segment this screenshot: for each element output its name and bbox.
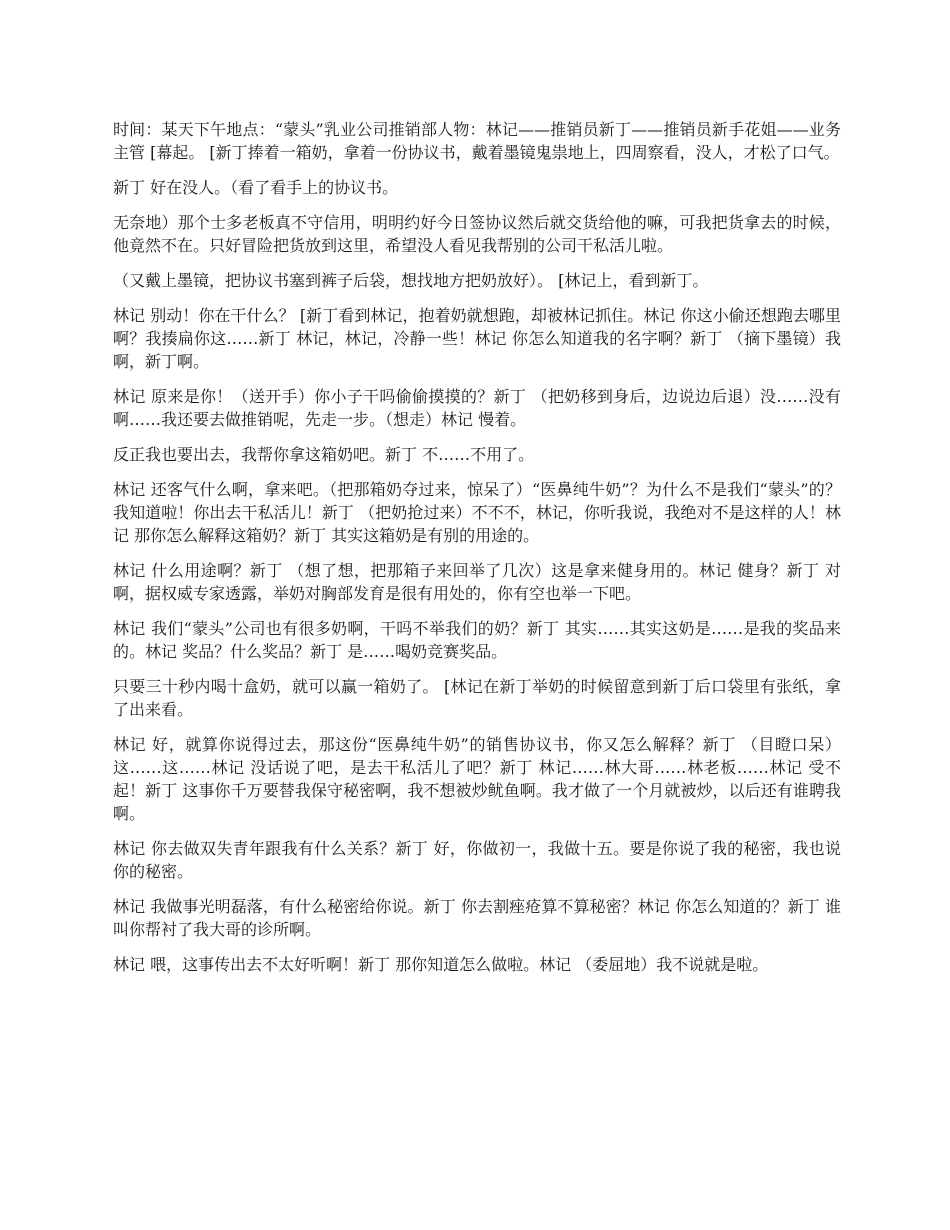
paragraph: 时间：某天下午地点：“蒙头”乳业公司推销部人物：林记——推销员新丁——推销员新手花姐——业务主管 [幕起。 [新丁捧着一箱奶，拿着一份协议书，戴着墨镜鬼祟地上，四周察看，没人，才松了口气。 — [113, 120, 841, 162]
paragraph: 林记 你去做双失青年跟我有什么关系？新丁 好，你做初一，我做十五。要是你说了我的秘密，我也说你的秘密。 — [113, 839, 841, 881]
paragraph: 林记 我们“蒙头”公司也有很多奶啊，干吗不举我们的奶？新丁 其实……其实这奶是……是我的奖品来的。林记 奖品？什么奖品？新丁 是……喝奶竞赛奖品。 — [113, 619, 841, 661]
paragraph: 林记 我做事光明磊落，有什么秘密给你说。新丁 你去割痤疮算不算秘密？林记 你怎么知道的？新丁 谁叫你帮衬了我大哥的诊所啊。 — [113, 897, 841, 939]
paragraph: 林记 好，就算你说得过去，那这份“医鼻纯牛奶”的销售协议书，你又怎么解释？新丁 （目瞪口呆）这……这……林记 没话说了吧，是去干私活儿了吧？新丁 林记……林大哥……林老板……林记 受不起！新丁 这事你千万要替我保守秘密啊，我不想被炒鱿鱼啊。我才做了一个月就被炒，以后还有谁聘我啊。 — [113, 735, 841, 823]
paragraph: 新丁 好在没人。（看了看手上的协议书。 — [113, 178, 399, 197]
document-body — [113, 118, 841, 988]
paragraph: （又戴上墨镜，把协议书塞到裤子后袋，想找地方把奶放好）。 [林记上，看到新丁。 — [113, 271, 709, 290]
paragraph: 林记 原来是你！（送开手）你小子干吗偷偷摸摸的？新丁 （把奶移到身后，边说边后退）没……没有啊……我还要去做推销呢，先走一步。（想走）林记 慢着。 — [113, 387, 841, 429]
paragraph: 反正我也要出去，我帮你拿这箱奶吧。新丁 不……不用了。 — [113, 445, 535, 464]
paragraph: 只要三十秒内喝十盒奶，就可以赢一箱奶了。 [林记在新丁举奶的时候留意到新丁后口袋里有张纸，拿了出来看。 — [113, 677, 841, 719]
paragraph: 无奈地）那个士多老板真不守信用，明明约好今日签协议然后就交货给他的嘛，可我把货拿去的时候，他竟然不在。只好冒险把货放到这里，希望没人看见我帮别的公司干私活儿啦。 — [113, 213, 841, 255]
paragraph: 林记 喂，这事传出去不太好听啊！新丁 那你知道怎么做啦。林记 （委屈地）我不说就是啦。 — [113, 955, 769, 974]
paragraph: 林记 还客气什么啊，拿来吧。（把那箱奶夺过来，惊呆了）“医鼻纯牛奶”？为什么不是我们“蒙头”的？我知道啦！你出去干私活儿！新丁 （把奶抢过来）不不不，林记，你听我说，我绝对不是这样的人！林记 那你怎么解释这箱奶？新丁 其实这箱奶是有别的用途的。 — [113, 480, 841, 545]
paragraph: 林记 什么用途啊？新丁 （想了想，把那箱子来回举了几次）这是拿来健身用的。林记 健身？新丁 对啊，据权威专家透露，举奶对胸部发育是很有用处的，你有空也举一下吧。 — [113, 561, 841, 603]
paragraph: 林记 别动！你在干什么？ [新丁看到林记，抱着奶就想跑，却被林记抓住。林记 你这小偷还想跑去哪里啊？我揍扁你这……新丁 林记，林记，冷静一些！林记 你怎么知道我的名字啊？新丁 （摘下墨镜）我啊，新丁啊。 — [113, 306, 841, 371]
